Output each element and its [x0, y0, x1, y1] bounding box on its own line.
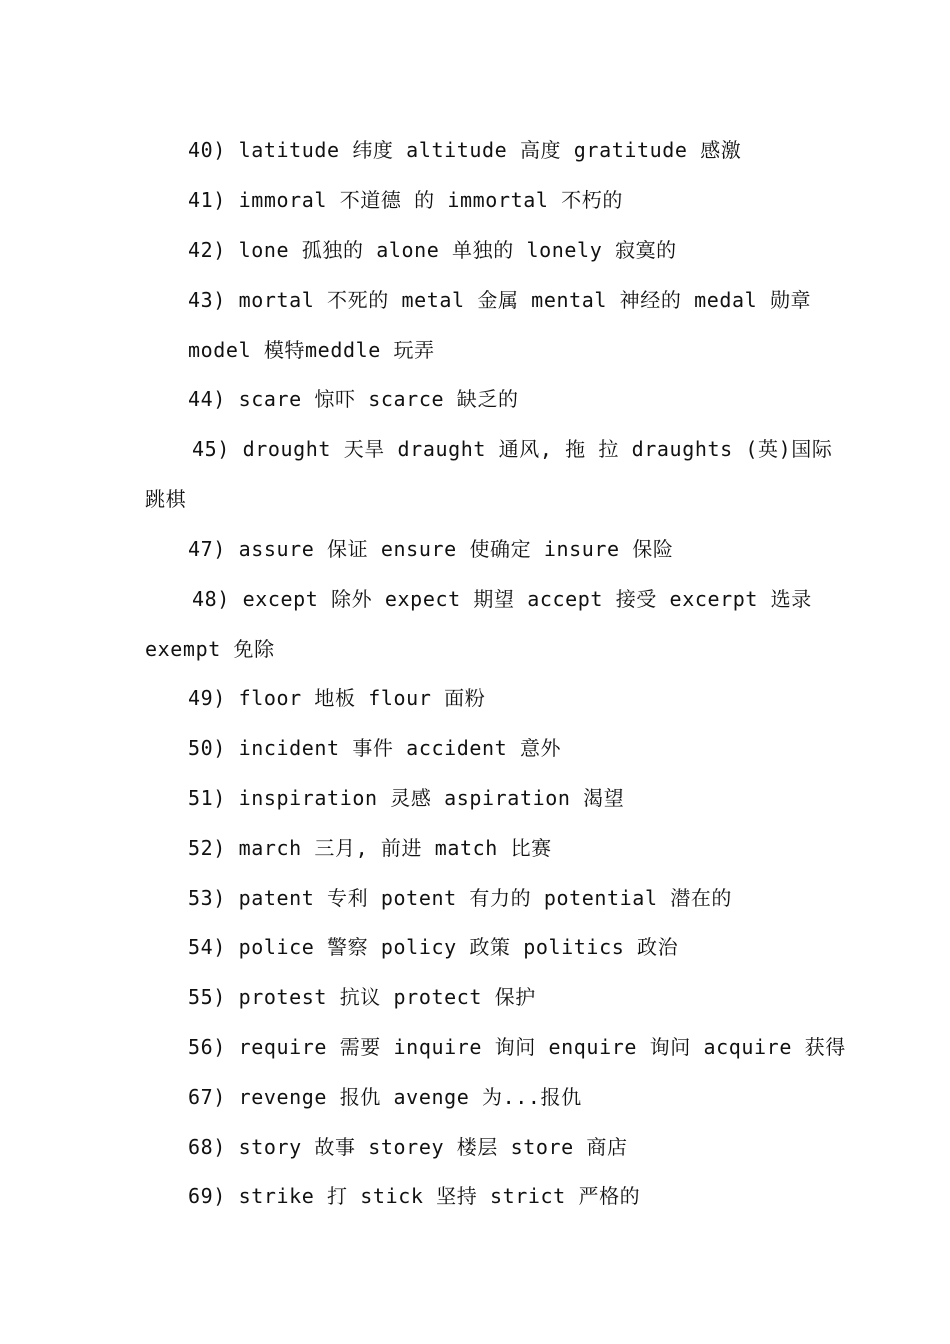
text-line-40: 40) latitude 纬度 altitude 高度 gratitude 感激: [188, 138, 742, 162]
text-line-53: 53) patent 专利 potent 有力的 potential 潜在的: [188, 886, 733, 910]
text-line-54: 54) police 警察 policy 政策 politics 政治: [188, 935, 679, 959]
text-line-47: 47) assure 保证 ensure 使确定 insure 保险: [188, 537, 674, 561]
text-line-56: 56) require 需要 inquire 询问 enquire 询问 acquire 获得: [188, 1035, 846, 1059]
text-line-42: 42) lone 孤独的 alone 单独的 lonely 寂寞的: [188, 238, 677, 262]
text-line-48: 48) except 除外 expect 期望 accept 接受 excerpt 选录: [192, 587, 812, 611]
text-line-55: 55) protest 抗议 protect 保护: [188, 985, 536, 1009]
text-line-67: 67) revenge 报仇 avenge 为...报仇: [188, 1085, 582, 1109]
text-line-45-cont: 跳棋: [145, 487, 187, 511]
text-line-41: 41) immoral 不道德 的 immortal 不朽的: [188, 188, 623, 212]
text-line-52: 52) march 三月, 前进 match 比赛: [188, 836, 552, 860]
text-line-45: 45) drought 天旱 draught 通风, 拖 拉 draughts (英)国际: [192, 437, 833, 461]
text-line-43-cont: model 模特meddle 玩弄: [188, 338, 435, 362]
text-line-48-cont: exempt 免除: [145, 637, 275, 661]
text-line-69: 69) strike 打 stick 坚持 strict 严格的: [188, 1184, 641, 1208]
text-line-49: 49) floor 地板 flour 面粉: [188, 686, 486, 710]
text-line-51: 51) inspiration 灵感 aspiration 渴望: [188, 786, 625, 810]
text-line-68: 68) story 故事 storey 楼层 store 商店: [188, 1135, 628, 1159]
text-line-43: 43) mortal 不死的 metal 金属 mental 神经的 medal 勋章: [188, 288, 812, 312]
text-line-44: 44) scare 惊吓 scarce 缺乏的: [188, 387, 519, 411]
text-line-50: 50) incident 事件 accident 意外: [188, 736, 562, 760]
